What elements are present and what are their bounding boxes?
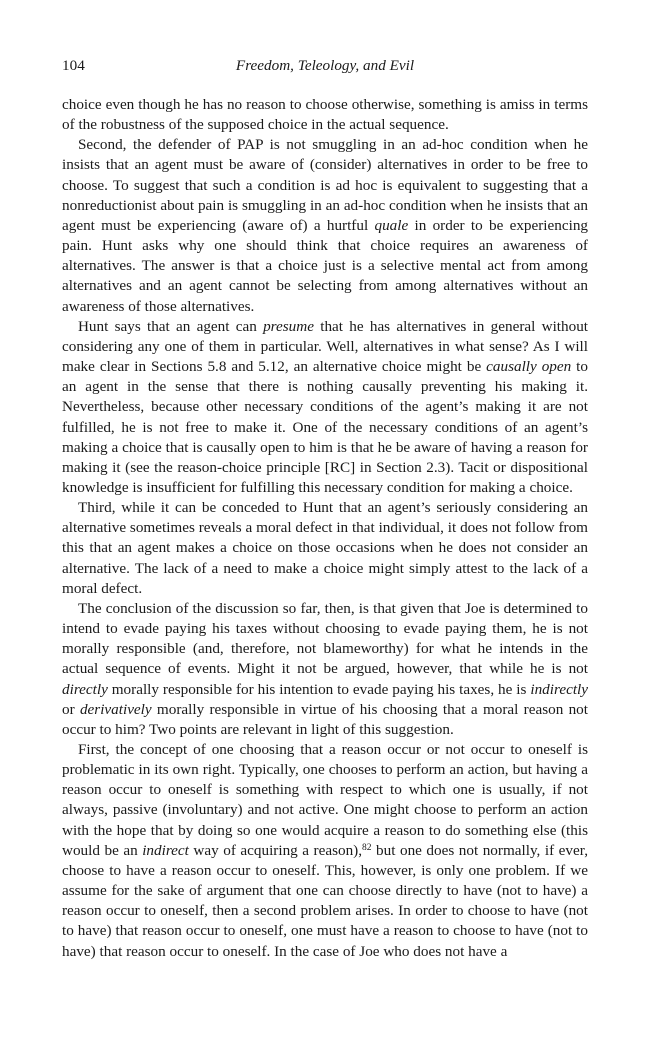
- book-page: [62, 56, 588, 962]
- text-run: First, the concept of one choosing that a reason occur or not occur to oneself is problematic in its own right. Typically, one chooses to perform an action, but having a reason occur to oneself is something with respect to which one is usually, if not always, passive (involuntary) and not active. One might choose to perform an action with the hope that by doing so one would acquire a reason to do something else (this would be an: [62, 741, 588, 859]
- text-run: morally responsible for his intention to evade paying his taxes, he is: [107, 680, 531, 698]
- body-text: [62, 95, 588, 962]
- running-head: Freedom, Teleology, and Evil: [235, 57, 415, 74]
- italic-text: indirectly: [530, 680, 588, 698]
- paragraph: [62, 95, 588, 135]
- paragraph: [62, 135, 588, 316]
- page-number: 104: [62, 57, 85, 74]
- paragraph: [62, 740, 588, 962]
- italic-text: presume: [263, 317, 314, 335]
- text-run: Second, the defender of PAP is not smuggling in an ad-hoc condition when he insists that an agent must be aware of (consider) alternatives in order to be free to choose. To suggest that such a condition is ad hoc is equivalent to suggesting that a nonreductionist about pain is smuggling in an ad-hoc condition when he insists that an agent must be experiencing (aware of) a hurtful: [62, 136, 588, 234]
- text-run: that he has alternatives in general without considering any one of them in particular. Well, alternatives in what sense? As I will make clear in Sections 5.8 and 5.12, an alternative choice might be: [62, 317, 589, 376]
- text-run: to an agent in the sense that there is nothing causally preventing his making it. Nevertheless, because other necessary conditions of the agent’s making it are not fulfilled, he is not free to make it. One of the necessary conditions of an agent’s making a choice that is causally open to him is that he be aware of having a reason for making it (see the reason-choice principle [RC] in Section 2.3). Tacit or dispositional knowledge is insufficient for fulfilling this necessary condition for making a choice.: [62, 358, 588, 496]
- page-header: [62, 56, 588, 78]
- text-run: in order to be experiencing pain. Hunt asks why one should think that choice requires an awareness of alternatives. The answer is that a choice just is a selective mental act from among alternatives and an agent cannot be selecting from among alternatives without an awareness of those alternatives.: [62, 216, 589, 315]
- text-run: or: [62, 700, 80, 718]
- text-run: Hunt says that an agent can: [77, 317, 264, 335]
- text-run: morally responsible in virtue of his choosing that a moral reason not occur to him? Two points are relevant in light of this suggestion.: [62, 700, 588, 738]
- italic-text: quale: [374, 216, 409, 234]
- text-run: but one does not normally, if ever, choose to have a reason occur to oneself. This, however, is only one problem. If we assume for the sake of argument that one can choose directly to have (not to have) a reason occur to oneself, then a second problem arises. In order to choose to have (not to have) that reason occur to oneself, one must have a reason to choose to have (not to have) that reason occur to oneself. In the case of Joe who does not have a: [62, 841, 588, 960]
- italic-text: causally open: [486, 358, 572, 376]
- footnote-ref: 82: [362, 842, 372, 853]
- text-run: choice even though he has no reason to choose otherwise, something is amiss in terms of the robustness of the supposed choice in the actual sequence.: [62, 96, 588, 134]
- text-run: Third, while it can be conceded to Hunt that an agent’s seriously considering an alternative sometimes reveals a moral defect in that individual, it does not follow from this that an agent makes a choice on those occasions when he does not consider an alternative. The lack of a need to make a choice might simply attest to the lack of a moral defect.: [62, 499, 588, 597]
- text-run: way of acquiring a reason),: [188, 841, 363, 859]
- paragraph: [62, 317, 588, 498]
- paragraph: [62, 599, 588, 740]
- italic-text: indirect: [142, 841, 189, 859]
- italic-text: directly: [62, 680, 108, 698]
- text-run: The conclusion of the discussion so far, then, is that given that Joe is determined to intend to evade paying his taxes without choosing to evade paying them, he is not morally responsible (and, therefore, not blameworthy) for what he intends in the actual sequence of events. Might it not be argued, however, that while he is not: [62, 599, 588, 678]
- italic-text: derivatively: [79, 700, 152, 718]
- paragraph: [62, 498, 588, 599]
